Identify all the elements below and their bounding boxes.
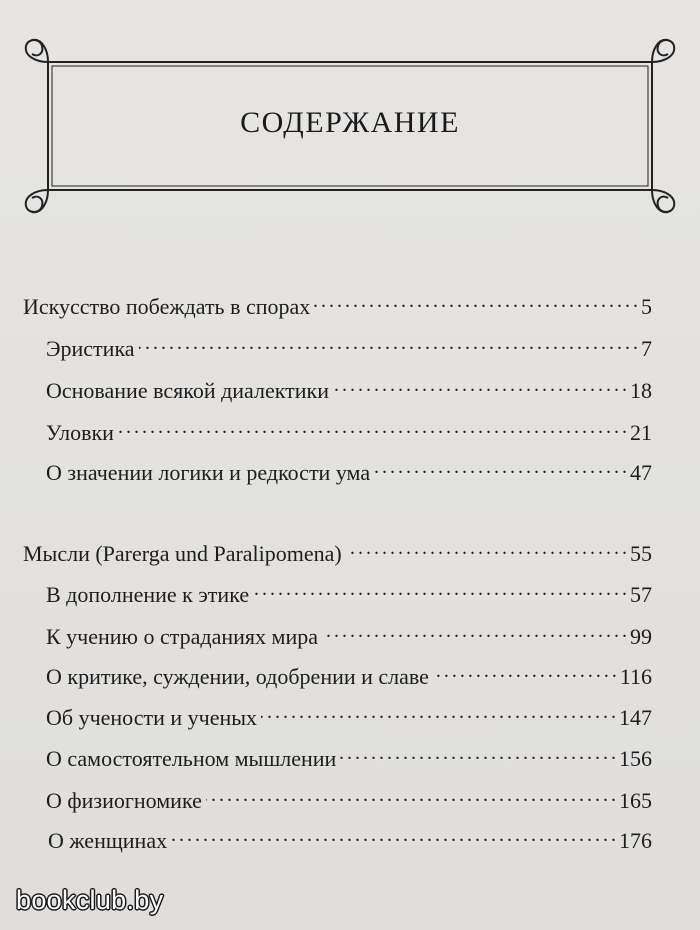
toc-entry-page: 5 (641, 294, 652, 319)
toc-entry-title: В дополнение к этике (46, 582, 250, 607)
toc-entry-title: К учению о страданиях мира (46, 624, 318, 649)
toc-entry-page: 7 (641, 336, 652, 361)
toc-entry-title: Мысли (Parerga und Paralipomena) (23, 541, 342, 566)
toc-entry-page: 176 (619, 828, 652, 853)
toc-leader-dots (171, 828, 616, 848)
toc-entry (46, 664, 652, 690)
toc-entry-page: 47 (630, 460, 652, 485)
toc-entry-title: Эристика (46, 336, 135, 361)
page-title: СОДЕРЖАНИЕ (240, 106, 460, 139)
toc-entry (46, 624, 652, 650)
toc-entry-title: Искусство побеждать в спорах (23, 294, 311, 319)
toc-leader-dots (139, 336, 638, 356)
watermark: bookclub.by (16, 885, 164, 915)
toc-leader-dots (333, 378, 627, 398)
toc-entry-page: 116 (619, 664, 652, 689)
toc-entry (46, 378, 652, 404)
toc-entry-title: О физиогномике (46, 788, 202, 813)
toc-entry (46, 746, 652, 772)
toc-entry-page: 21 (630, 420, 652, 445)
toc-leader-dots (206, 788, 616, 808)
toc-entry (46, 788, 652, 814)
toc-entry-page: 165 (619, 788, 652, 813)
toc-entry (46, 336, 652, 362)
toc-entry (46, 420, 652, 446)
toc-entry-page: 147 (619, 705, 652, 730)
toc-entry-title: Об учености и ученых (46, 705, 258, 730)
toc-entry-title: Основание всякой диалектики (46, 378, 330, 403)
toc-entry-page: 99 (630, 624, 652, 649)
toc-leader-dots (314, 294, 638, 314)
toc-entry-title: Уловки (46, 420, 114, 445)
toc-leader-dots (118, 420, 627, 440)
toc-entry-title: О критике, суждении, одобрении и славе (46, 664, 429, 689)
toc-entry-page: 57 (630, 582, 652, 607)
toc-leader-dots (433, 664, 617, 684)
toc-entry-page: 55 (630, 541, 652, 566)
toc-entry-title: О самостоятельном мышлении (46, 746, 337, 771)
toc-leader-dots (253, 582, 627, 602)
toc-entry-page: 18 (630, 378, 652, 403)
toc-leader-dots (340, 746, 616, 766)
toc-entry (46, 582, 652, 608)
toc-leader-dots (261, 705, 616, 725)
toc-leader-dots (346, 541, 627, 561)
toc-entry-title: О значении логики и редкости ума (46, 460, 371, 485)
toc-entry (48, 828, 652, 854)
toc-entry-title: О женщинах (48, 828, 168, 853)
toc-entry (23, 294, 652, 320)
toc-leader-dots (374, 460, 627, 480)
toc-entry (46, 705, 652, 731)
toc-entry (23, 541, 652, 567)
toc-entry (46, 460, 652, 486)
toc-leader-dots (322, 624, 627, 644)
toc-entry-page: 156 (619, 746, 652, 771)
